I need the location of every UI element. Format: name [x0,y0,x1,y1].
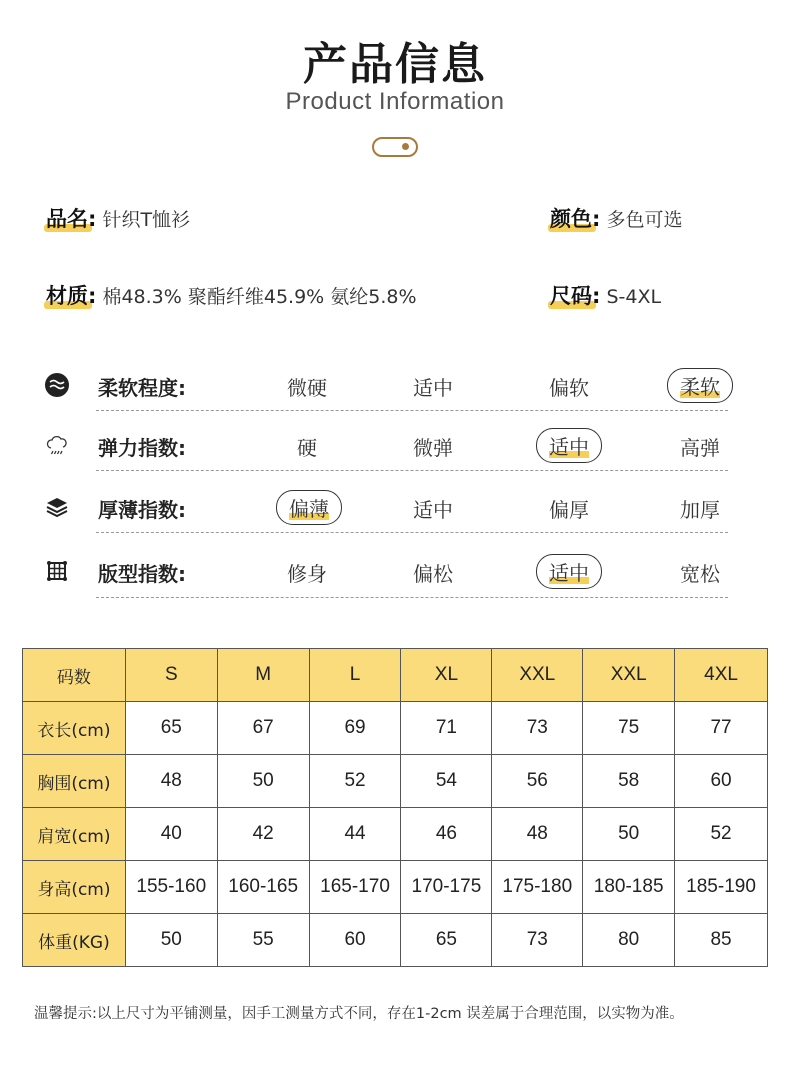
fit-icon [44,558,70,584]
ornament-dot [402,143,409,150]
table-cell: 50 [125,914,217,967]
table-cell: 50 [217,755,309,808]
table-row [23,914,768,967]
divider [96,597,728,598]
layers-icon [44,494,70,520]
toggle-ornament-icon [372,137,418,157]
table-cell: 170-175 [401,861,492,914]
info-value: 多色可选 [606,209,683,231]
attr-label: 弹力指数: [98,436,186,460]
table-cell: 73 [492,914,583,967]
attr-option: 硬 [297,436,317,460]
softness-icon [44,372,70,398]
table-header-cell: XXL [492,649,583,702]
table-cell: 155-160 [125,861,217,914]
attr-label: 柔软程度: [98,376,186,400]
table-row-header: 肩宽(cm) [23,808,126,861]
table-cell: 73 [492,702,583,755]
attr-row-thickness [40,482,730,532]
table-cell: 67 [217,702,309,755]
divider [96,410,728,411]
info-color [550,203,682,233]
attr-option: 修身 [287,562,327,586]
table-row [23,861,768,914]
table-cell: 71 [401,702,492,755]
size-table [22,648,768,967]
attr-option-selected: 柔软 [667,368,733,403]
table-header-cell: XXL [583,649,675,702]
info-key: 材质: [46,280,96,310]
table-cell: 60 [675,755,768,808]
elasticity-icon [44,432,70,458]
table-cell: 175-180 [492,861,583,914]
table-cell: 65 [401,914,492,967]
info-size [550,280,661,310]
table-cell: 48 [492,808,583,861]
info-value: 棉48.3% 聚酯纤维45.9% 氨纶5.8% [102,286,417,308]
table-cell: 65 [125,702,217,755]
table-cell: 60 [309,914,401,967]
divider [96,470,728,471]
table-row [23,808,768,861]
attr-row-elasticity [40,420,730,470]
table-cell: 69 [309,702,401,755]
info-key: 颜色: [550,203,600,233]
table-row [23,755,768,808]
attr-option: 偏松 [413,562,453,586]
attr-option: 偏厚 [549,498,589,522]
table-cell: 40 [125,808,217,861]
table-row [23,702,768,755]
table-row-header: 胸围(cm) [23,755,126,808]
page-title: 产品信息 [303,39,487,90]
attr-row-fit [40,546,730,596]
table-header-cell: M [217,649,309,702]
table-cell: 160-165 [217,861,309,914]
table-row-header: 身高(cm) [23,861,126,914]
table-header-row [23,649,768,702]
table-cell: 58 [583,755,675,808]
attr-option: 适中 [413,498,453,522]
attr-option: 微硬 [287,376,327,400]
table-cell: 75 [583,702,675,755]
table-cell: 54 [401,755,492,808]
attr-option-selected: 偏薄 [276,490,342,525]
table-cell: 180-185 [583,861,675,914]
info-key: 品名: [46,203,96,233]
attr-option: 宽松 [680,562,720,586]
table-cell: 77 [675,702,768,755]
info-key: 尺码: [550,280,600,310]
table-cell: 52 [675,808,768,861]
table-header-cell: 4XL [675,649,768,702]
table-cell: 85 [675,914,768,967]
attr-label: 版型指数: [98,562,186,586]
table-header-cell: XL [401,649,492,702]
info-value: 针织T恤衫 [102,209,191,231]
attr-row-softness [40,360,730,410]
page-subtitle: Product Information [285,88,505,115]
attr-option: 偏软 [549,376,589,400]
info-material [46,280,417,310]
table-cell: 165-170 [309,861,401,914]
table-cell: 44 [309,808,401,861]
attr-label: 厚薄指数: [98,498,186,522]
table-header-cell: 码数 [23,649,126,702]
table-cell: 55 [217,914,309,967]
attr-option-selected: 适中 [536,428,602,463]
table-row-header: 体重(KG) [23,914,126,967]
info-value: S-4XL [606,286,662,308]
table-cell: 80 [583,914,675,967]
info-product-name [46,203,190,233]
table-cell: 46 [401,808,492,861]
attr-option: 高弹 [680,436,720,460]
table-row-header: 衣长(cm) [23,702,126,755]
table-cell: 50 [583,808,675,861]
attr-option: 微弹 [413,436,453,460]
table-cell: 42 [217,808,309,861]
attr-option: 加厚 [680,498,720,522]
table-cell: 52 [309,755,401,808]
table-cell: 185-190 [675,861,768,914]
table-header-cell: L [309,649,401,702]
attr-option: 适中 [413,376,453,400]
table-cell: 48 [125,755,217,808]
table-cell: 56 [492,755,583,808]
table-header-cell: S [125,649,217,702]
attr-option-selected: 适中 [536,554,602,589]
divider [96,532,728,533]
measurement-note: 温馨提示:以上尺寸为平铺测量，因手工测量方式不同，存在1-2cm 误差属于合理范围，以实物为准。 [34,1006,684,1022]
